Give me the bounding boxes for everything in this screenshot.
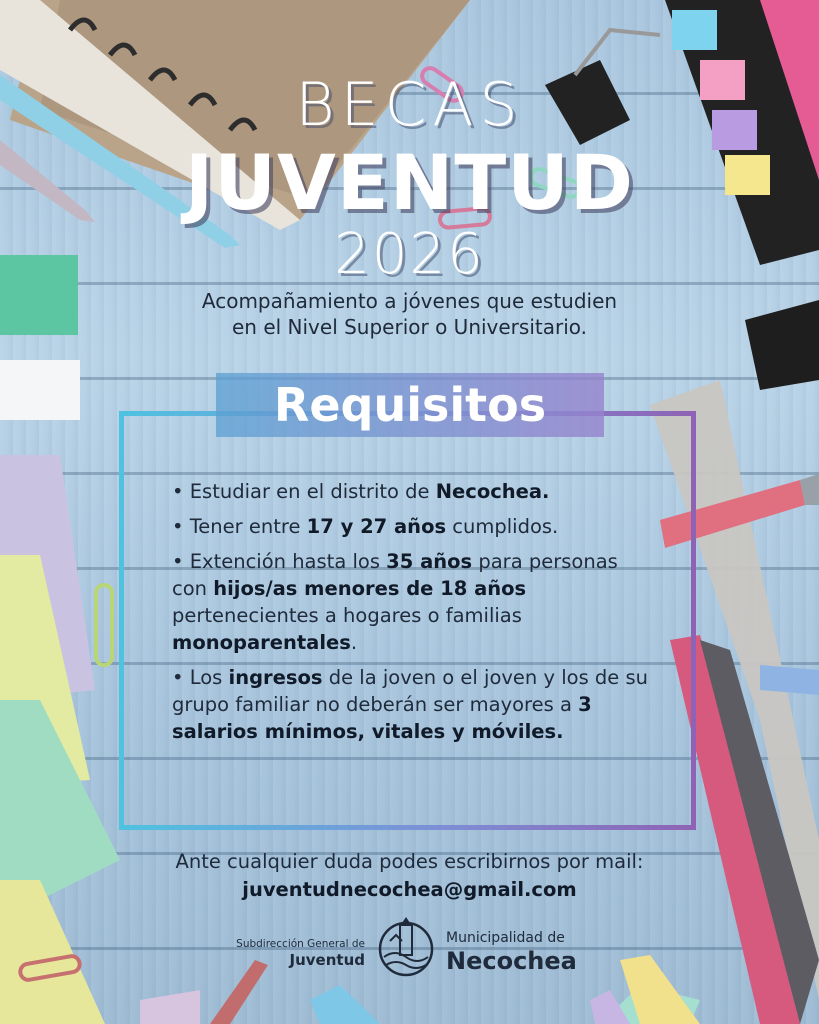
requirement-text: pertenecientes a hogares o familias bbox=[172, 604, 522, 627]
title-becas: BECAS bbox=[295, 70, 524, 140]
bullet: • bbox=[172, 666, 184, 689]
requirement-highlight: 3 salarios mínimos, vitales y móviles. bbox=[172, 693, 592, 743]
requirement-item bbox=[172, 548, 652, 656]
requirement-highlight: Necochea. bbox=[435, 480, 550, 503]
municipal-crest-icon bbox=[374, 913, 438, 979]
requirement-text: . bbox=[350, 631, 358, 654]
bullet: • bbox=[172, 550, 184, 573]
requirement-text: de la joven o el joven y los de su grupo familiar no deberán ser mayores a bbox=[172, 666, 649, 716]
requirement-text: para personas con bbox=[172, 550, 618, 600]
requirement-highlight: ingresos bbox=[228, 666, 323, 689]
requirement-highlight: monoparentales bbox=[172, 631, 351, 654]
requirement-item bbox=[172, 478, 652, 505]
requirement-item bbox=[172, 664, 652, 745]
title-juventud: JUVENTUD bbox=[185, 138, 634, 227]
requirement-item bbox=[172, 513, 652, 540]
requirements-list bbox=[172, 478, 652, 753]
requirement-text: Tener entre bbox=[183, 515, 307, 538]
title-year: 2026 bbox=[334, 222, 485, 287]
requirement-highlight: 35 años bbox=[386, 550, 473, 573]
footer-left-big: Juventud bbox=[289, 951, 365, 969]
requirement-text: cumplidos. bbox=[446, 515, 559, 538]
footer-juventud-logo bbox=[215, 937, 365, 969]
requirement-text: Extención hasta los bbox=[183, 550, 387, 573]
subtitle bbox=[0, 288, 819, 340]
requirement-text: Los bbox=[183, 666, 229, 689]
subtitle-line-2: en el Nivel Superior o Universitario. bbox=[231, 315, 588, 339]
footer-right-big: Necochea bbox=[446, 947, 577, 975]
bullet: • bbox=[172, 515, 184, 538]
subtitle-line-1: Acompañamiento a jóvenes que estudien bbox=[201, 289, 618, 313]
requirements-heading: Requisitos bbox=[216, 373, 604, 437]
contact-email[interactable]: juventudnecochea@gmail.com bbox=[242, 878, 577, 901]
footer-left-small: Subdirección General de bbox=[236, 938, 365, 950]
contact-section bbox=[0, 848, 819, 904]
contact-line: Ante cualquier duda podes escribirnos por mail: bbox=[175, 850, 644, 873]
footer-municipalidad-logo bbox=[446, 929, 616, 975]
requirement-text: Estudiar en el distrito de bbox=[183, 480, 436, 503]
footer-right-small: Municipalidad de bbox=[446, 930, 565, 946]
bullet: • bbox=[172, 480, 184, 503]
requirement-highlight: hijos/as menores de 18 años bbox=[213, 577, 527, 600]
paper-stack-graphic bbox=[0, 455, 120, 1024]
requirement-highlight: 17 y 27 años bbox=[306, 515, 447, 538]
eraser-graphic bbox=[0, 360, 80, 420]
